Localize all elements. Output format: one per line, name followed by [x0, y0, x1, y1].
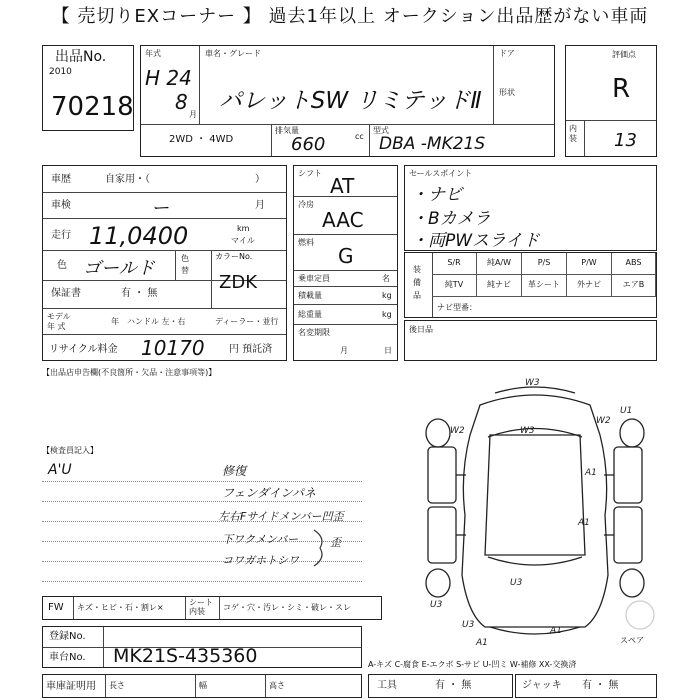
color-value: ゴールド — [83, 258, 155, 279]
dealer-label: ディーラー・並行 — [215, 317, 279, 326]
handle-label: ハンドル 左・右 — [127, 317, 186, 326]
deadline-unit2: 日 — [384, 346, 392, 355]
inspector-note-side: 歪 — [330, 536, 341, 549]
door-label: ドア — [499, 49, 515, 58]
damage-mark: U3 — [510, 578, 523, 588]
recycle-value: 10170 — [141, 336, 205, 360]
car-roof — [485, 435, 585, 555]
month-label: 月 — [189, 110, 197, 119]
inspector-entry: A'U — [48, 462, 72, 478]
car-windshield — [488, 429, 582, 438]
fw-label: FW — [48, 602, 64, 613]
damage-mark: U3 — [462, 620, 475, 630]
damage-mark: A1 — [578, 518, 590, 528]
lot-box — [42, 45, 134, 131]
certificate-label: 車庫証明用 — [46, 681, 96, 692]
sales-point-line: ・両PWスライド — [411, 231, 540, 251]
lot-label: 出品No. — [55, 49, 107, 65]
displacement-unit: cc — [355, 132, 364, 141]
month-value: 8 — [175, 90, 188, 114]
color-change-label2: 替 — [181, 266, 189, 275]
length-label: 長さ — [109, 681, 125, 690]
fw-options: キズ・ヒビ・石・割レ× — [77, 603, 164, 612]
car-outline — [462, 395, 608, 627]
inspection-value: ー — [151, 198, 169, 219]
certificate-box — [42, 674, 362, 698]
damage-mark: A1 — [550, 626, 562, 636]
damage-mark: A1 — [585, 468, 597, 478]
interior-value: 13 — [614, 130, 637, 151]
year-value: H 24 — [145, 66, 192, 90]
mileage-label: 走行 — [51, 230, 71, 241]
width-label: 幅 — [199, 681, 207, 690]
seat-label: シート内装 — [189, 598, 213, 616]
damage-legend: A-キズ C-腐食 E-エクボ S-サビ U-凹ミ W-補修 XX-交換済 — [368, 660, 577, 669]
load-unit: kg — [382, 291, 392, 300]
chassis-label: 車台No. — [49, 652, 86, 663]
inspector-note: フェンダインパネ — [222, 486, 316, 500]
damage-mark: U1 — [620, 406, 633, 416]
sales-points-box — [404, 165, 657, 251]
color-label: 色 — [57, 260, 67, 271]
model-value: DBA -MK21S — [379, 134, 486, 154]
mileage-unit-mile: マイル — [231, 236, 255, 245]
shift-box — [293, 165, 398, 361]
car-damage-diagram — [410, 375, 660, 660]
equipment-cell: 純TV — [432, 275, 477, 297]
ac-value: AAC — [322, 208, 364, 232]
equipment-cell: P/W — [567, 253, 612, 275]
sales-point-line: ・ナビ — [411, 185, 462, 205]
equipment-cell: エアB — [612, 275, 656, 297]
right-rear-wheel — [620, 569, 644, 597]
inspector-note: コワガホトシワ — [222, 554, 299, 567]
chassis-value: MK21S-435360 — [113, 645, 258, 667]
seat-options: コゲ・穴・汚レ・シミ・破レ・スレ — [223, 603, 351, 612]
mileage-unit-km: km — [237, 224, 250, 233]
inspector-label: 【検査員記入】 — [42, 446, 98, 455]
shift-value: AT — [330, 174, 355, 198]
jack-label: ジャッキ — [522, 680, 562, 691]
ac-label: 冷房 — [298, 200, 314, 209]
recycle-unit: 円 預託済 — [229, 344, 273, 355]
year-label: 年式 — [145, 49, 161, 58]
equipment-cell: P/S — [522, 253, 567, 275]
displacement-value: 660 — [291, 134, 326, 155]
registration-box — [42, 626, 362, 668]
right-front-door — [614, 447, 642, 503]
tools-box — [368, 674, 513, 698]
load-label: 積載量 — [298, 291, 322, 300]
damage-mark: W2 — [450, 426, 465, 436]
dealer-notes-label: 【出品店申告欄(不良箇所・欠品・注意事項等)】 — [42, 368, 217, 377]
equipment-cell: 純ナビ — [477, 275, 522, 297]
equipment-cell: 純A/W — [477, 253, 522, 275]
damage-mark: A1 — [476, 638, 488, 648]
equipment-cell: ABS — [612, 253, 656, 275]
inspection-month: 月 — [255, 200, 265, 211]
navi-label: ナビ型番： — [437, 303, 477, 312]
registration-label: 登録No. — [49, 631, 86, 642]
spare-label: スペア — [620, 636, 644, 645]
fuel-label: 燃料 — [298, 238, 314, 247]
car-value: パレットSW リミテッドⅡ — [219, 88, 482, 114]
brace-mark — [312, 528, 330, 568]
warranty-label: 保証書 — [51, 288, 81, 299]
history-options-close: ） — [255, 174, 265, 185]
color-change-label1: 色 — [181, 254, 189, 263]
equipment-box — [404, 252, 657, 318]
car-rear-window — [488, 557, 582, 565]
inspector-note: 下ワクメンバー — [222, 533, 299, 546]
color-no-value: ZDK — [219, 272, 257, 293]
score-label: 評価点 — [612, 50, 636, 59]
recycle-label: リサイクル料金 — [49, 344, 118, 355]
post-items-box — [404, 320, 657, 361]
left-front-wheel — [426, 419, 450, 447]
score-box — [565, 45, 657, 157]
lot-number: 70218 — [51, 92, 134, 122]
tools-label: 工具 — [377, 680, 397, 691]
equipment-cell: 革シート — [522, 275, 567, 297]
spare-tire-icon — [626, 601, 654, 629]
model-label: 型式 — [373, 126, 389, 135]
model-year-label1: モデル — [47, 312, 71, 321]
damage-mark: U3 — [430, 600, 443, 610]
banner-title: 【 売切りEXコーナー 】 過去1年以上 オークション出品歴がない車両 — [0, 0, 700, 33]
history-label: 車歴 — [51, 174, 71, 185]
left-front-door — [428, 447, 456, 503]
tools-options: 有 ・ 無 — [435, 680, 472, 691]
sales-point-line: ・Bカメラ — [411, 209, 491, 229]
post-items-label: 後日品 — [409, 325, 433, 334]
score-value: R — [612, 74, 631, 104]
right-front-wheel — [620, 419, 644, 447]
car-label: 車名・グレード — [205, 49, 261, 58]
shift-label: シフト — [298, 169, 322, 178]
condition-row — [42, 596, 382, 620]
lot-stamp: 2010 — [49, 67, 72, 77]
left-rear-wheel — [426, 569, 450, 597]
inspector-note: 修復 — [222, 464, 247, 478]
inspector-note: 左右Fサイドメンバー凹歪 — [218, 510, 344, 523]
car-rear-bumper — [490, 627, 580, 634]
color-no-label: カラーNo. — [215, 252, 253, 261]
inspection-label: 車検 — [51, 200, 71, 211]
damage-mark: W3 — [520, 426, 535, 436]
displacement-label: 排気量 — [275, 126, 299, 135]
gross-unit: kg — [382, 310, 392, 319]
interior-label: 内装 — [569, 124, 577, 143]
right-rear-door — [614, 507, 642, 563]
damage-mark: W2 — [596, 416, 611, 426]
header-box — [140, 45, 555, 157]
model-year-label2: 年 式 — [47, 322, 66, 331]
equipment-cell: S/R — [432, 253, 477, 275]
deadline-unit: 月 — [340, 346, 348, 355]
height-label: 高さ — [269, 681, 285, 690]
drive-label: 2WD ・ 4WD — [169, 134, 234, 145]
warranty-options: 有 ・ 無 — [121, 288, 158, 299]
fuel-value: G — [338, 244, 354, 268]
model-year-unit: 年 — [111, 317, 119, 326]
gross-label: 総重量 — [298, 310, 322, 319]
jack-box — [515, 674, 657, 698]
capacity-unit: 名 — [382, 274, 390, 283]
history-options: 自家用・（ — [105, 174, 150, 185]
sales-points-label: セールスポイント — [409, 169, 473, 178]
deadline-label: 名変期限 — [298, 328, 330, 337]
jack-options: 有 ・ 無 — [582, 680, 619, 691]
left-rear-door — [428, 507, 456, 563]
capacity-label: 乗車定員 — [298, 274, 330, 283]
history-box — [42, 165, 287, 361]
equipment-cell: 外ナビ — [567, 275, 612, 297]
damage-mark: W3 — [525, 378, 540, 388]
mileage-value: 11,0400 — [89, 222, 189, 250]
shape-label: 形状 — [499, 88, 515, 97]
equipment-label: 装備品 — [413, 265, 421, 300]
